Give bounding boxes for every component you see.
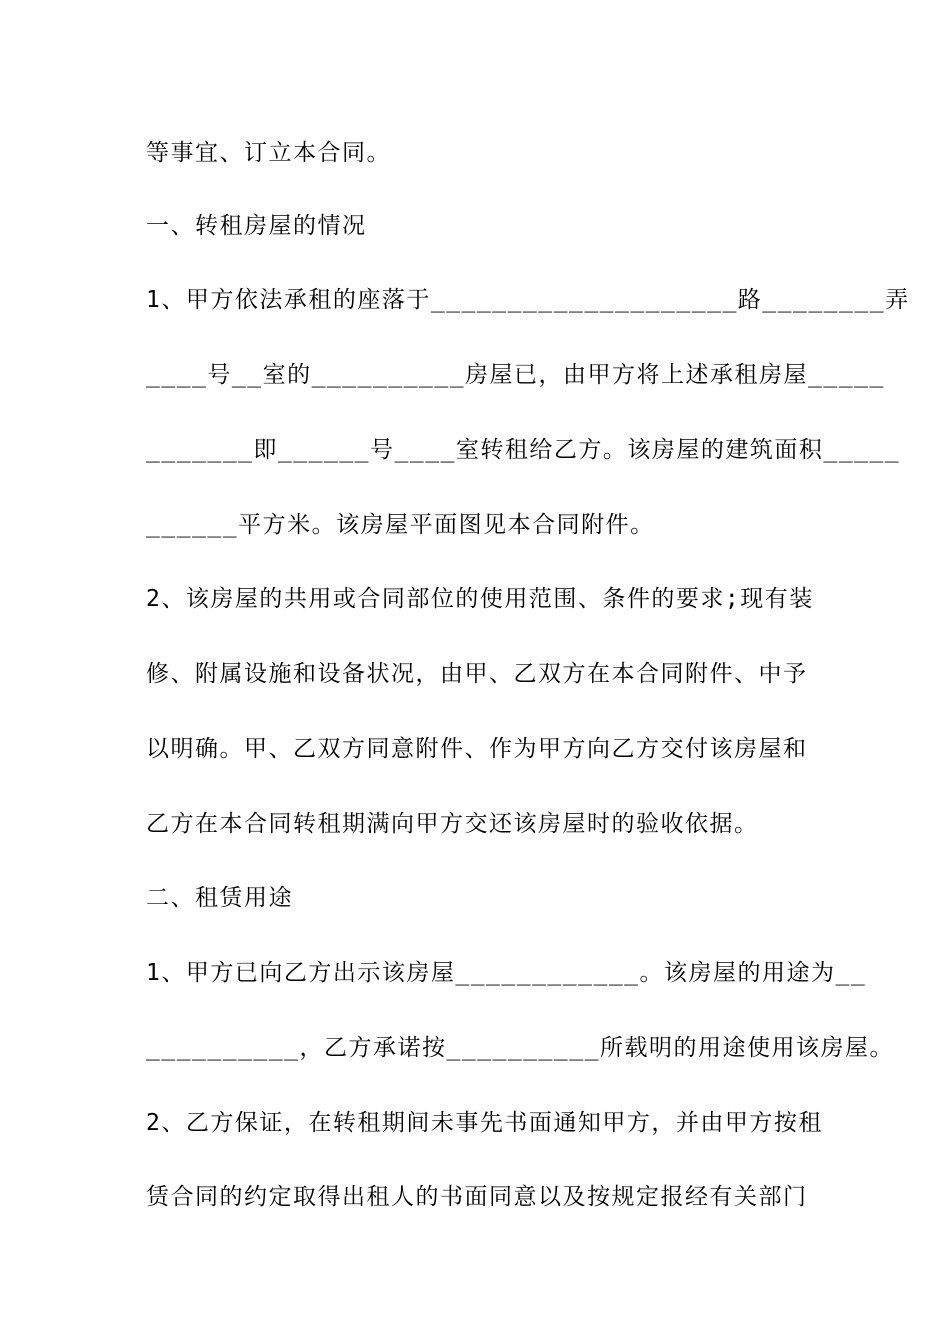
text-line: 乙方在本合同转租期满向甲方交还该房屋时的验收依据。 [146, 811, 759, 837]
text-line: 等事宜、订立本合同。 [146, 140, 391, 166]
text-line: 赁合同的约定取得出租人的书面同意以及按规定报经有关部门 [146, 1184, 808, 1210]
text-line: ____号__室的__________房屋已，由甲方将上述承租房屋_____ [146, 362, 885, 388]
text-line: 修、附属设施和设备状况，由甲、乙双方在本合同附件、中予 [146, 661, 808, 687]
text-line: ______平方米。该房屋平面图见本合同附件。 [146, 512, 655, 538]
text-line: 1、甲方已向乙方出示该房屋____________。该房屋的用途为__ [146, 960, 867, 986]
text-line: __________，乙方承诺按__________所载明的用途使用该房屋。 [146, 1035, 894, 1061]
text-line: 1、甲方依法承租的座落于____________________路________弄 [146, 287, 910, 313]
text-line: 以明确。甲、乙双方同意附件、作为甲方向乙方交付该房屋和 [146, 736, 808, 762]
text-line: 2、乙方保证，在转租期间未事先书面通知甲方，并由甲方按租 [146, 1110, 823, 1136]
text-line: _______即______号____室转租给乙方。该房屋的建筑面积_____ [146, 437, 901, 463]
section-heading: 一、转租房屋的情况 [146, 213, 367, 239]
text-line: 2、该房屋的共用或合同部位的使用范围、条件的要求;现有装 [146, 586, 814, 612]
section-heading: 二、租赁用途 [146, 885, 293, 911]
